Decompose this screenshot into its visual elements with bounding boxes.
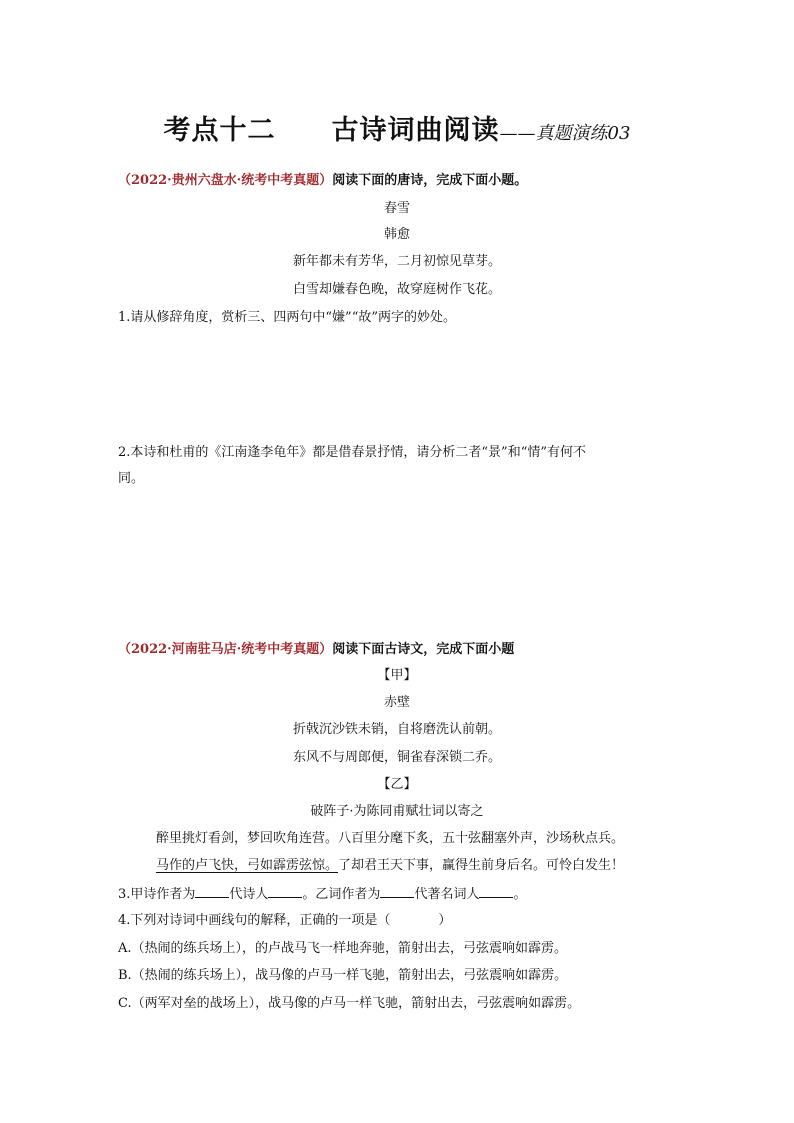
answer-blank[interactable] bbox=[380, 885, 414, 898]
section1-instruction: 阅读下面的唐诗，完成下面小题。 bbox=[332, 173, 528, 188]
section1-header bbox=[118, 172, 527, 190]
question-2-cont: 同。 bbox=[118, 471, 145, 486]
section2-header bbox=[118, 641, 514, 659]
title-topic-number: 考点十二 bbox=[163, 115, 276, 146]
answer-blank[interactable] bbox=[268, 885, 302, 898]
title-subtitle: ——真题演练03 bbox=[499, 123, 631, 144]
question-4: 4.下列对诗词中画线句的解释，正确的一项是（ ） bbox=[118, 913, 452, 928]
poem-jia-line: 折戟沉沙铁未销，自将磨洗认前朝。 bbox=[292, 722, 501, 737]
option-b: B.（热闹的练兵场上），战马像的卢马一样飞驰，箭射出去，弓弦震响如霹雳。 bbox=[118, 968, 568, 983]
poem1-line: 新年都未有芳华，二月初惊见草芽。 bbox=[292, 254, 501, 269]
text-yi-label: 【乙】 bbox=[377, 777, 417, 792]
poem-yi-title: 破阵子·为陈同甫赋壮词以寄之 bbox=[310, 804, 484, 819]
title-topic-name: 古诗词曲阅读 bbox=[331, 115, 500, 146]
option-c: C.（两军对垒的战场上），战马像的卢马一样飞驰，箭射出去，弓弦震响如霹雳。 bbox=[118, 996, 581, 1011]
section2-source: （2022·河南驻马店·统考中考真题） bbox=[118, 642, 333, 657]
poem1-author: 韩愈 bbox=[383, 227, 410, 242]
page-title bbox=[0, 108, 794, 147]
poem-yi-line: 醉里挑灯看剑，梦回吹角连营。八百里分麾下炙，五十弦翻塞外声，沙场秋点兵。 bbox=[156, 831, 625, 846]
question-3: 3.甲诗作者为 代诗人 。乙词作者为 代著名词人 。 bbox=[118, 887, 527, 902]
poem1-title: 春雪 bbox=[383, 201, 410, 216]
poem-jia-line: 东风不与周郎便，铜雀春深锁二乔。 bbox=[292, 750, 501, 765]
poem-jia-title: 赤壁 bbox=[383, 695, 410, 710]
section2-instruction: 阅读下面古诗文，完成下面小题 bbox=[332, 642, 515, 657]
question-2: 2.本诗和杜甫的《江南逢李龟年》都是借春景抒情，请分析二者“景”和“情”有何不 bbox=[118, 445, 586, 460]
underlined-sentence: 马作的卢飞快，弓如霹雳弦惊。 bbox=[156, 858, 339, 873]
poem-yi-line-rest: 了却君王天下事，赢得生前身后名。可怜白发生！ bbox=[338, 858, 625, 873]
option-a: A.（热闹的练兵场上），的卢战马飞一样地奔驰，箭射出去，弓弦震响如霹雳。 bbox=[118, 941, 568, 956]
text-jia-label: 【甲】 bbox=[377, 668, 417, 683]
question-1: 1.请从修辞角度，赏析三、四两句中“嫌”“故”两字的妙处。 bbox=[118, 310, 456, 325]
answer-blank[interactable] bbox=[479, 885, 513, 898]
section1-source: （2022·贵州六盘水·统考中考真题） bbox=[118, 173, 333, 188]
poem-yi-line bbox=[156, 857, 624, 875]
poem1-line: 白雪却嫌春色晚，故穿庭树作飞花。 bbox=[292, 282, 501, 297]
answer-blank[interactable] bbox=[195, 885, 229, 898]
